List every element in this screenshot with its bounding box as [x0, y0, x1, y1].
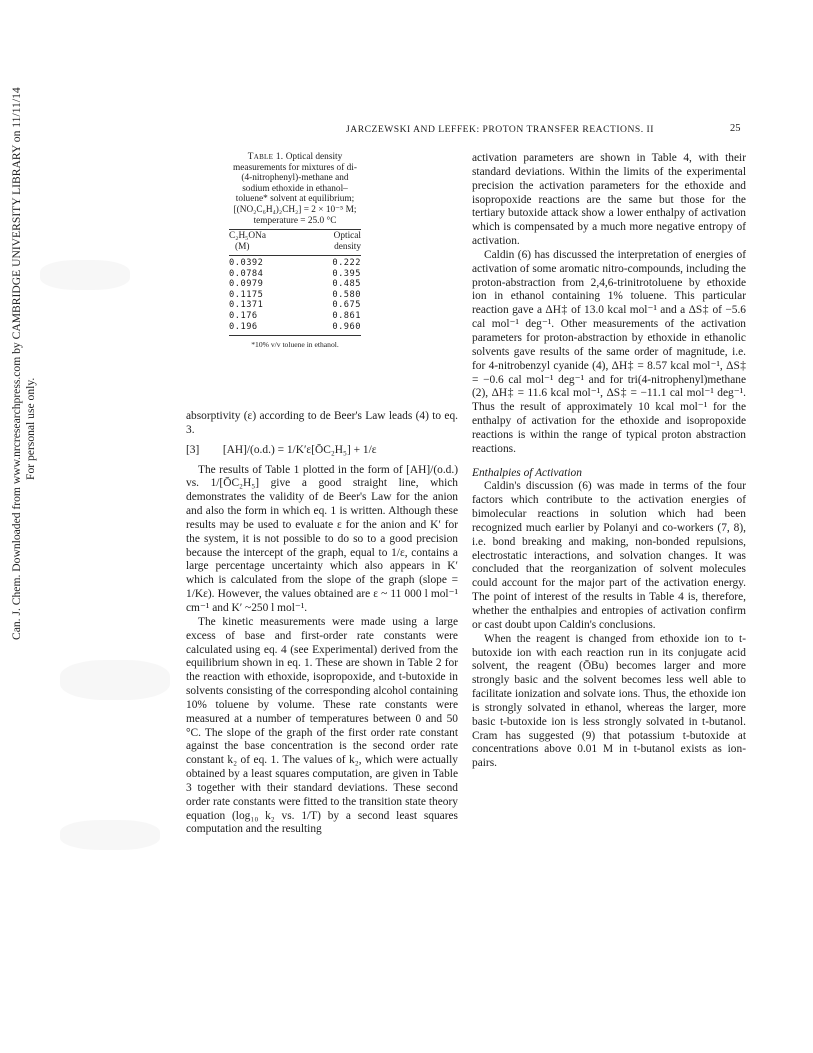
- equation-number: [3]: [186, 443, 200, 456]
- table-row: [229, 290, 361, 301]
- header-line: (M): [235, 241, 250, 252]
- cell-od: 0.861: [332, 310, 361, 321]
- cell-conc: 0.176: [229, 310, 258, 321]
- table-footnote: *10% v/v toluene in ethanol.: [251, 340, 339, 350]
- right-column: [472, 152, 746, 771]
- section-heading: Enthalpies of Activation: [472, 466, 582, 479]
- table-row: [229, 269, 361, 280]
- table-rule-bottom: [229, 335, 361, 336]
- table-row: [229, 279, 361, 290]
- table-header-optical-density: [334, 231, 361, 252]
- equation-3: [186, 444, 458, 458]
- table-header: [229, 231, 361, 252]
- paragraph: The results of Table 1 plotted in the form of [AH]/(o.d.) vs. 1/[ŌC₂H₅] give a good straight line, which demonstrates the validity of de Beer's Law for the anion and also the form in which eq. 1 is written. Although these results may be used to evaluate ε for the anion and K′ for the system, it is not possible to do so to a good precision because the intercept of the graph, equal to 1/ε, contains a large percentage uncertainty which also appears in K′ which is calculated from the slope of the graph (slope = 1/Kε). However, the values obtained are ε ~ 11 000 l mol⁻¹ cm⁻¹ and K′ ~250 l mol⁻¹.: [186, 463, 458, 614]
- table-header-concentration: [229, 231, 266, 252]
- paragraph: Caldin's discussion (6) was made in terms of the four factors which contribute to the activation energies of bimolecular reactions in solution which had been recognized much earlier by Polanyi and co-workers (7, 8), i.e. bond breaking and making, non-bonded repulsions, electrostatic interactions, and solvation changes. It was concluded that the reorganization of solvent molecules could account for the major part of the activation energy. The point of interest of the results in Table 4 is, therefore, whether the enthalpies and entropies of activation confirm or cast doubt upon Caldin's conclusions.: [472, 480, 746, 631]
- page-number: 25: [730, 123, 741, 134]
- header-line: density: [334, 241, 361, 252]
- paragraph: absorptivity (ε) according to de Beer's Law leads (4) to eq. 3.: [186, 410, 458, 436]
- table-row: [229, 258, 361, 269]
- cell-od: 0.960: [332, 321, 361, 332]
- cell-conc: 0.196: [229, 321, 258, 332]
- paragraph: activation parameters are shown in Table 4, with their standard deviations. Within the limits of the experimental precision the activation parameters for the ethoxide and isopropoxide reactions are the same but those for the tertiary butoxide attack show a lower enthalpy of activation which is compensated by a much more negative entropy of activation.: [472, 152, 746, 248]
- equation-text: [AH]/(o.d.) = 1/K′ε[ŌC₂H₅] + 1/ε: [222, 443, 377, 456]
- table-label: Table 1.: [247, 152, 284, 162]
- left-column: [186, 410, 458, 837]
- cell-od: 0.675: [332, 300, 361, 311]
- scan-smudge: [60, 820, 160, 850]
- header-line: C₂H₅ONa: [229, 231, 266, 242]
- cell-conc: 0.0784: [229, 268, 264, 279]
- download-notice-line1: Can. J. Chem. Downloaded from www.nrcresearchpress.com by CAMBRIDGE UNIVERSITY LIBRARY on 11/11/14: [10, 87, 23, 640]
- table-row: [229, 311, 361, 322]
- paragraph: When the reagent is changed from ethoxide ion to t-butoxide ion with each reaction run in its conjugate acid solvent, the reagent (ŌBu) becomes larger and more strongly basic and the solvent becomes less well able to facilitate ionization and solvate ions. Thus, the ethoxide ion is strongly solvated in ethanol, whereas the larger, more basic t-butoxide ion is less strongly solvated in t-butanol. Cram has suggested (9) that potassium t-butoxide at concentrations above 0.01 M in t-butanol exists as ion-pairs.: [472, 632, 746, 770]
- scan-smudge: [60, 660, 170, 700]
- paragraph: Caldin (6) has discussed the interpretation of energies of activation of some aromatic nitro-compounds, including the proton-abstraction from 2,4,6-trinitrotoluene by ethoxide ion in ethanol containing 1% toluene. This particular reaction gave a ΔH‡ of 13.0 kcal mol⁻¹ and a ΔS‡ of −5.6 cal mol⁻¹ deg⁻¹. Other measurements of the activation parameters for proton-abstraction by ethoxide in ethanolic solvents gave results of the same order of magnitude, i.e. for 4-nitrobenzyl cyanide (4), ΔH‡ = 8.57 kcal mol⁻¹, ΔS‡ = −0.6 cal mol⁻¹ deg⁻¹ and for tri(4-nitrophenyl)methane (2), ΔH‡ = 11.6 kcal mol⁻¹, ΔS‡ = −11.1 cal mol⁻¹ deg⁻¹. Thus the result of approximately 10 kcal mol⁻¹ for the enthalpy of activation for the ethoxide and isopropoxide reactions is within the range of typical proton abstraction reactions.: [472, 248, 746, 455]
- cell-od: 0.485: [332, 279, 361, 290]
- table-caption: [229, 152, 361, 226]
- cell-conc: 0.1175: [229, 289, 264, 300]
- scan-smudge: [40, 260, 130, 290]
- cell-od: 0.580: [332, 289, 361, 300]
- cell-conc: 0.0392: [229, 257, 264, 268]
- paragraph: The kinetic measurements were made using a large excess of base and first-order rate constants were calculated using eq. 4 (see Experimental) derived from the equilibrium shown in eq. 1. These are shown in Table 2 for the reaction with ethoxide, isopropoxide, and t-butoxide in solvents consisting of the corresponding alcohol containing 10% toluene by volume. These rate constants were measured at a number of temperatures between 0 and 50 °C. The slope of the graph of the first order rate constant against the base concentration is the second order rate constant k₂ of eq. 1. The values of k₂, which were actually obtained by a least squares computation, are given in Table 3 together with their standard deviations. These second order rate constants were fitted to the transition state theory equation (log₁₀ k₂ vs. 1/T) by a second least squares computation and the resulting: [186, 615, 458, 836]
- cell-od: 0.222: [332, 257, 361, 268]
- running-head: JARCZEWSKI AND LEFFEK: PROTON TRANSFER REACTIONS. II: [346, 124, 654, 135]
- cell-conc: 0.1371: [229, 300, 264, 311]
- table-body: [229, 258, 361, 332]
- cell-conc: 0.0979: [229, 279, 264, 290]
- table-rule-top: [229, 229, 361, 230]
- download-notice: [2, 87, 37, 640]
- table-row: [229, 300, 361, 311]
- table-rule-mid: [229, 255, 361, 256]
- table-row: [229, 322, 361, 333]
- header-line: Optical: [333, 231, 361, 242]
- table-caption-text: Optical density measurements for mixtures of di-(4-nitrophenyl)-methane and sodium ethoxide in ethanol–toluene* solvent at equilibrium; [(NO₂C₆H₄)₂CH₂] = 2 × 10⁻⁵ M; temperature = 25.0 °C: [233, 152, 357, 226]
- cell-od: 0.395: [332, 268, 361, 279]
- table-1: [229, 152, 361, 351]
- download-notice-line2: For personal use only.: [24, 377, 37, 480]
